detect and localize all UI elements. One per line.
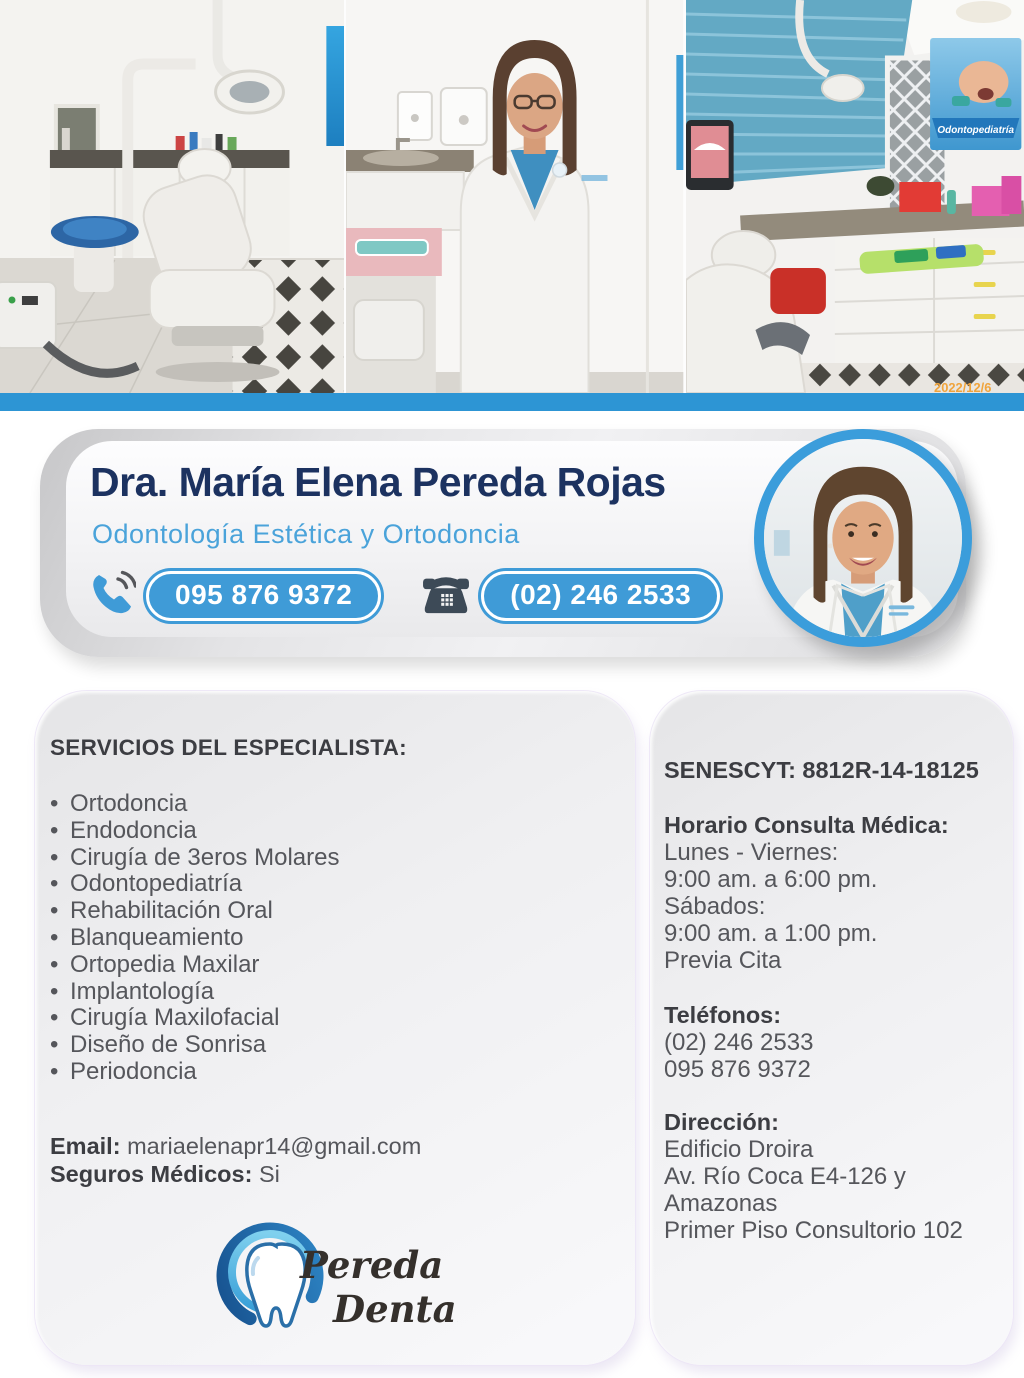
email-value: mariaelenapr14@gmail.com xyxy=(127,1132,422,1159)
phones-heading: Teléfonos: xyxy=(664,1002,782,1028)
phone-line: 095 876 9372 xyxy=(664,1056,811,1083)
clinic-window-illustration xyxy=(686,0,1024,393)
mobile-phone-group xyxy=(90,570,381,621)
service-item: • Rehabilitación Oral xyxy=(50,898,615,925)
mobile-phone-icon xyxy=(90,570,136,621)
schedule-block xyxy=(664,812,1007,974)
schedule-line: Sábados: xyxy=(664,893,766,920)
doctor-name: Dra. María Elena Pereda Rojas xyxy=(90,459,666,505)
photo-collage xyxy=(0,0,1024,393)
services-card xyxy=(35,691,635,1365)
service-item: • Ortodoncia xyxy=(50,791,615,818)
phone-line: (02) 246 2533 xyxy=(664,1029,814,1056)
photo-dental-chair xyxy=(0,0,344,393)
details-card xyxy=(650,691,1013,1365)
senescyt-line: SENESCYT: 8812R-14-18125 xyxy=(664,757,979,783)
service-item: • Endodoncia xyxy=(50,818,615,845)
address-heading: Dirección: xyxy=(664,1109,779,1135)
schedule-line: 9:00 am. a 1:00 pm. xyxy=(664,920,878,947)
service-item: • Cirugía de 3eros Molares xyxy=(50,845,615,872)
landline-phone-group xyxy=(421,571,720,621)
service-item: • Ortopedia Maxilar xyxy=(50,952,615,979)
doctor-illustration xyxy=(346,0,683,393)
mobile-phone-pill[interactable]: 095 876 9372 xyxy=(146,571,381,621)
doctor-portrait xyxy=(754,429,972,647)
email-label: Email: xyxy=(50,1132,121,1159)
logo-word-1: Pereda xyxy=(299,1242,443,1287)
email-line xyxy=(50,1132,615,1160)
photo-clinic-window xyxy=(684,0,1024,393)
service-item: • Implantología xyxy=(50,979,615,1006)
poster-label: Odontopediatría xyxy=(937,124,1014,137)
photo-timestamp: 2022/12/6 xyxy=(933,379,992,393)
schedule-heading: Horario Consulta Médica: xyxy=(664,812,949,838)
logo-word-2: Dental xyxy=(332,1286,458,1331)
clinic-logo xyxy=(50,1214,615,1347)
photo-doctor-standing xyxy=(344,0,683,393)
service-item: • Odontopediatría xyxy=(50,871,615,898)
doctor-banner xyxy=(40,429,966,657)
service-item: • Cirugía Maxilofacial xyxy=(50,1005,615,1032)
services-heading: SERVICIOS DEL ESPECIALISTA: xyxy=(50,735,407,760)
blue-divider-strip xyxy=(0,393,1024,411)
services-list xyxy=(50,791,615,1086)
info-cards xyxy=(35,691,1024,1365)
insurance-value: Si xyxy=(258,1160,280,1187)
address-line: Primer Piso Consultorio 102 xyxy=(664,1217,963,1244)
desk-phone-icon xyxy=(421,571,471,620)
address-line: Edificio Droira xyxy=(664,1136,814,1163)
phones-block xyxy=(664,1002,1007,1083)
tooth-swirl-logo xyxy=(208,1214,458,1342)
service-item: • Periodoncia xyxy=(50,1059,615,1086)
schedule-line: Lunes - Viernes: xyxy=(664,839,839,866)
insurance-line xyxy=(50,1160,615,1188)
dental-office-illustration xyxy=(0,0,344,393)
insurance-label: Seguros Médicos: xyxy=(50,1160,253,1187)
schedule-line: 9:00 am. a 6:00 pm. xyxy=(664,866,878,893)
schedule-line: Previa Cita xyxy=(664,947,782,974)
address-block xyxy=(664,1109,1007,1244)
service-item: • Diseño de Sonrisa xyxy=(50,1032,615,1059)
address-line: Av. Río Coca E4-126 y Amazonas xyxy=(664,1163,906,1217)
landline-phone-pill[interactable]: (02) 246 2533 xyxy=(481,571,720,621)
contact-lines xyxy=(50,1132,615,1188)
service-item: • Blanqueamiento xyxy=(50,925,615,952)
doctor-specialty: Odontología Estética y Ortodoncia xyxy=(92,519,520,549)
